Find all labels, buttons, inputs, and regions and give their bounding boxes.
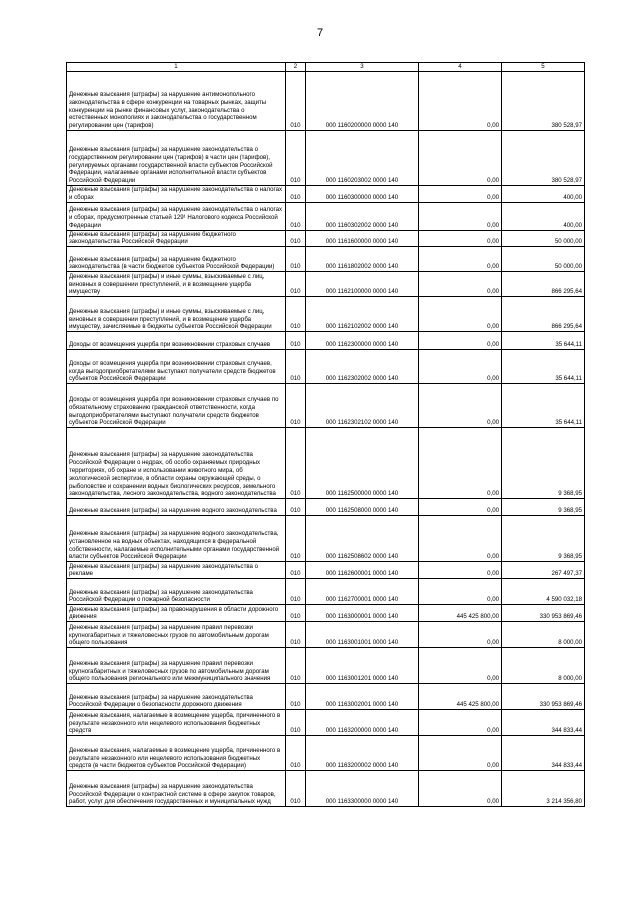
budget-code-cell: 000 1162102002 0000 140 (306, 297, 419, 332)
revenue-name-cell: Денежные взыскания, налагаемые в возмещение ущерба, причиненного в результате незаконного или нецелевого использования бюджетных средств (67, 710, 286, 736)
line-code-cell: 010 (286, 579, 306, 605)
executed-amount-cell: 400,00 (502, 186, 585, 203)
line-code-cell: 010 (286, 605, 306, 622)
revenue-name-cell: Доходы от возмещения ущерба при возникновении страховых случаев по обязательному страхованию гражданской ответственности, когда выгодоприобретателями выступают получатели средств бюджетов субъектов Российской Федерации (67, 384, 286, 428)
table-row (67, 247, 585, 272)
table-row (67, 272, 585, 297)
budget-code-cell: 000 1160203002 0000 140 (306, 131, 419, 186)
budget-code-cell: 000 1163200000 0000 140 (306, 710, 419, 736)
table-row (67, 622, 585, 648)
column-header-2: 2 (286, 63, 306, 72)
budget-code-cell: 000 1163002001 0000 140 (306, 684, 419, 710)
budget-code-cell: 000 1163200002 0000 140 (306, 736, 419, 771)
budget-code-cell: 000 1163001001 0000 140 (306, 622, 419, 648)
approved-amount-cell: 0,00 (419, 562, 502, 579)
table-row (67, 230, 585, 247)
table-row (67, 332, 585, 350)
executed-amount-cell: 267 497,37 (502, 562, 585, 579)
revenue-name-cell: Денежные взыскания (штрафы) за нарушение бюджетного законодательства (в части бюджетов субъектов Российской Федерации) (67, 247, 286, 272)
approved-amount-cell: 0,00 (419, 516, 502, 562)
line-code-cell: 010 (286, 72, 306, 131)
table-row (67, 499, 585, 516)
budget-code-cell: 000 1160300000 0000 140 (306, 186, 419, 203)
executed-amount-cell: 380 528,97 (502, 72, 585, 131)
approved-amount-cell: 0,00 (419, 247, 502, 272)
column-header-4: 4 (419, 63, 502, 72)
column-header-3: 3 (306, 63, 419, 72)
revenue-name-cell: Денежные взыскания (штрафы) за нарушение законодательства Российской Федерации о пожарной безопасности (67, 579, 286, 605)
executed-amount-cell: 35 644,11 (502, 350, 585, 384)
executed-amount-cell: 8 000,00 (502, 622, 585, 648)
line-code-cell: 010 (286, 186, 306, 203)
executed-amount-cell: 866 295,64 (502, 272, 585, 297)
executed-amount-cell: 330 953 869,46 (502, 684, 585, 710)
executed-amount-cell: 400,00 (502, 202, 585, 230)
line-code-cell: 010 (286, 684, 306, 710)
budget-code-cell: 000 1163300000 0000 140 (306, 771, 419, 807)
approved-amount-cell: 0,00 (419, 186, 502, 203)
revenue-name-cell: Денежные взыскания (штрафы) за нарушение антимонопольного законодательства в сфере конкуренции на товарных рынках, защиты конкуренции на рынке финансовых услуг, законодательства о естественных монополиях и законодательства о государственном регулировании цен (тарифов) (67, 72, 286, 131)
page-number: 7 (316, 27, 324, 39)
revenue-name-cell: Денежные взыскания (штрафы) за нарушение законодательства Российской Федерации о недрах, об особо охраняемых природных территориях, об охране и использовании животного мира, об экологической экспертизе, в области охраны окружающей среды, о рыболовстве и сохранении водных биологических ресурсов, земельного законодательства, лесного законодательства, водного законодательства (67, 428, 286, 499)
approved-amount-cell: 0,00 (419, 384, 502, 428)
approved-amount-cell: 445 425 800,00 (419, 684, 502, 710)
revenue-name-cell: Денежные взыскания (штрафы) и иные суммы, взыскиваемые с лиц, виновных в совершении преступлений, и в возмещение ущерба имуществу, зачисляемые в бюджеты субъектов Российской Федерации (67, 297, 286, 332)
revenue-name-cell: Денежные взыскания (штрафы) за нарушение законодательства о налогах и сборах, предусмотренные статьей 129¹ Налогового кодекса Российской Федерации (67, 202, 286, 230)
executed-amount-cell: 50 000,00 (502, 230, 585, 247)
approved-amount-cell: 0,00 (419, 736, 502, 771)
table-row (67, 516, 585, 562)
column-header-5: 5 (502, 63, 585, 72)
budget-code-cell: 000 1161802002 0000 140 (306, 247, 419, 272)
budget-code-cell: 000 1162302102 0000 140 (306, 384, 419, 428)
executed-amount-cell: 35 644,11 (502, 384, 585, 428)
budget-code-cell: 000 1162508602 0000 140 (306, 516, 419, 562)
budget-code-cell: 000 1161600000 0000 140 (306, 230, 419, 247)
executed-amount-cell: 9 368,95 (502, 499, 585, 516)
table-row (67, 605, 585, 622)
approved-amount-cell: 0,00 (419, 202, 502, 230)
line-code-cell: 010 (286, 297, 306, 332)
approved-amount-cell: 0,00 (419, 72, 502, 131)
revenue-name-cell: Денежные взыскания (штрафы) за правонарушения в области дорожного движения (67, 605, 286, 622)
line-code-cell: 010 (286, 272, 306, 297)
approved-amount-cell: 0,00 (419, 579, 502, 605)
executed-amount-cell: 866 295,64 (502, 297, 585, 332)
budget-code-cell: 000 1162100000 0000 140 (306, 272, 419, 297)
approved-amount-cell: 0,00 (419, 332, 502, 350)
revenue-name-cell: Денежные взыскания (штрафы) за нарушение законодательства о государственном регулировании цен (тарифов) в части цен (тарифов), регулируемых органами государственной власти субъектов Российской Федерации, налагаемые органами исполнительной власти субъектов Российской Федерации (67, 131, 286, 186)
executed-amount-cell: 8 000,00 (502, 648, 585, 684)
revenue-name-cell: Денежные взыскания (штрафы) за нарушение правил перевозки крупногабаритных и тяжеловесных грузов по автомобильным дорогам общего пользования регионального или межмуниципального значения (67, 648, 286, 684)
budget-code-cell: 000 1162300000 0000 140 (306, 332, 419, 350)
approved-amount-cell: 0,00 (419, 499, 502, 516)
budget-code-cell: 000 1162500000 0000 140 (306, 428, 419, 499)
line-code-cell: 010 (286, 771, 306, 807)
line-code-cell: 010 (286, 202, 306, 230)
line-code-cell: 010 (286, 562, 306, 579)
line-code-cell: 010 (286, 710, 306, 736)
revenue-table (66, 62, 585, 807)
table-row (67, 428, 585, 499)
table-row (67, 579, 585, 605)
table-row (67, 202, 585, 230)
revenue-name-cell: Денежные взыскания (штрафы) за нарушение законодательства Российской Федерации о безопасности дорожного движения (67, 684, 286, 710)
executed-amount-cell: 344 833,44 (502, 736, 585, 771)
approved-amount-cell: 0,00 (419, 272, 502, 297)
approved-amount-cell: 0,00 (419, 230, 502, 247)
budget-code-cell: 000 1162302002 0000 140 (306, 350, 419, 384)
revenue-name-cell: Денежные взыскания (штрафы) за нарушение бюджетного законодательства Российской Федерации (67, 230, 286, 247)
revenue-name-cell: Денежные взыскания (штрафы) за нарушение правил перевозки крупногабаритных и тяжеловесных грузов по автомобильным дорогам общего пользования (67, 622, 286, 648)
table-row (67, 384, 585, 428)
budget-code-cell: 000 1163001201 0000 140 (306, 648, 419, 684)
table-row (67, 648, 585, 684)
approved-amount-cell: 0,00 (419, 710, 502, 736)
table-row (67, 72, 585, 131)
line-code-cell: 010 (286, 428, 306, 499)
executed-amount-cell: 380 528,97 (502, 131, 585, 186)
table-row (67, 131, 585, 186)
approved-amount-cell: 0,00 (419, 648, 502, 684)
budget-code-cell: 000 1160200000 0000 140 (306, 72, 419, 131)
budget-code-cell: 000 1162700001 0000 140 (306, 579, 419, 605)
revenue-name-cell: Доходы от возмещения ущерба при возникновении страховых случаев, когда выгодоприобретателями выступают получатели средств бюджетов субъектов Российской Федерации (67, 350, 286, 384)
line-code-cell: 010 (286, 516, 306, 562)
approved-amount-cell: 0,00 (419, 297, 502, 332)
table-row (67, 736, 585, 771)
revenue-name-cell: Денежные взыскания (штрафы) за нарушение законодательства о рекламе (67, 562, 286, 579)
executed-amount-cell: 4 590 032,18 (502, 579, 585, 605)
table-row (67, 186, 585, 203)
revenue-name-cell: Денежные взыскания (штрафы) за нарушение водного законодательства, установленное на водных объектах, находящихся в федеральной собственности, налагаемые исполнительными органами государственной власти субъектов Российской Федерации (67, 516, 286, 562)
approved-amount-cell: 0,00 (419, 428, 502, 499)
approved-amount-cell: 0,00 (419, 622, 502, 648)
table-row (67, 350, 585, 384)
table-header-row (67, 63, 585, 72)
line-code-cell: 010 (286, 332, 306, 350)
executed-amount-cell: 35 644,11 (502, 332, 585, 350)
table-row (67, 771, 585, 807)
revenue-name-cell: Денежные взыскания (штрафы) и иные суммы, взыскиваемые с лиц, виновных в совершении преступлений, и в возмещение ущерба имуществу (67, 272, 286, 297)
budget-code-cell: 000 1160302002 0000 140 (306, 202, 419, 230)
table-row (67, 297, 585, 332)
approved-amount-cell: 0,00 (419, 131, 502, 186)
line-code-cell: 010 (286, 247, 306, 272)
executed-amount-cell: 9 368,95 (502, 428, 585, 499)
approved-amount-cell: 0,00 (419, 350, 502, 384)
revenue-name-cell: Денежные взыскания, налагаемые в возмещение ущерба, причиненного в результате незаконного или нецелевого использования бюджетных средств (в части бюджетов субъектов Российской Федерации) (67, 736, 286, 771)
executed-amount-cell: 3 214 356,80 (502, 771, 585, 807)
table-body (67, 72, 585, 807)
column-header-1: 1 (67, 63, 286, 72)
revenue-name-cell: Доходы от возмещения ущерба при возникновении страховых случаев (67, 332, 286, 350)
executed-amount-cell: 50 000,00 (502, 247, 585, 272)
table-row (67, 562, 585, 579)
line-code-cell: 010 (286, 622, 306, 648)
budget-code-cell: 000 1162600001 0000 140 (306, 562, 419, 579)
line-code-cell: 010 (286, 499, 306, 516)
line-code-cell: 010 (286, 736, 306, 771)
revenue-name-cell: Денежные взыскания (штрафы) за нарушение водного законодательства (67, 499, 286, 516)
line-code-cell: 010 (286, 230, 306, 247)
revenue-name-cell: Денежные взыскания (штрафы) за нарушение законодательства Российской Федерации о контрактной системе в сфере закупок товаров, работ, услуг для обеспечения государственных и муниципальных нужд (67, 771, 286, 807)
line-code-cell: 010 (286, 384, 306, 428)
executed-amount-cell: 330 953 869,46 (502, 605, 585, 622)
budget-code-cell: 000 1163000001 0000 140 (306, 605, 419, 622)
executed-amount-cell: 344 833,44 (502, 710, 585, 736)
budget-code-cell: 000 1162508000 0000 140 (306, 499, 419, 516)
table-row (67, 710, 585, 736)
line-code-cell: 010 (286, 648, 306, 684)
line-code-cell: 010 (286, 350, 306, 384)
executed-amount-cell: 9 368,95 (502, 516, 585, 562)
table-row (67, 684, 585, 710)
line-code-cell: 010 (286, 131, 306, 186)
approved-amount-cell: 445 425 800,00 (419, 605, 502, 622)
approved-amount-cell: 0,00 (419, 771, 502, 807)
revenue-name-cell: Денежные взыскания (штрафы) за нарушение законодательства о налогах и сборах (67, 186, 286, 203)
